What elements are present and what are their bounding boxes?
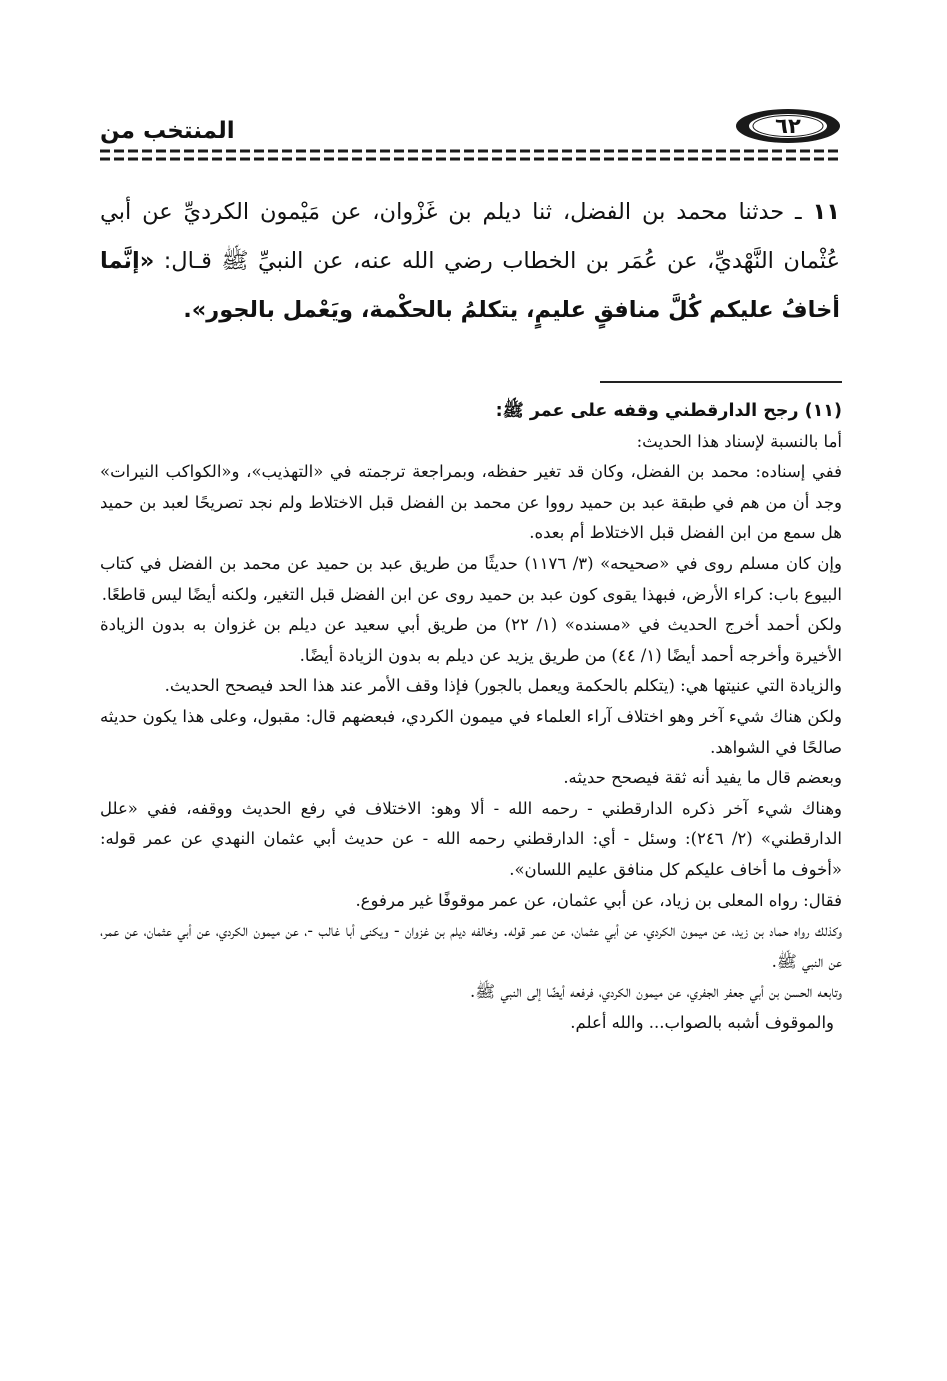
page-number: ٦٢ [775, 114, 801, 138]
footnote-title: (١١) رجح الدارقطني وقفه على عمر ﷺ: [495, 401, 842, 421]
footnote-divider [600, 381, 842, 383]
footnote [100, 396, 842, 1038]
footnote-paragraph: أما بالنسبة لإسناد هذا الحديث: [636, 431, 842, 451]
footnote-paragraph: ولكن أحمد أخرج الحديث في «مسنده» (١/ ٢٢) من طريق أبي سعيد عن ديلم بن غزوان به بدون الزيادة الأخيرة وأخرجه أحمد أيضًا (١/ ٤٤) من طريق يزيد عن ديلم به بدون الزيادة أيضًا. [100, 615, 842, 665]
hadith-number: ١١ [812, 199, 840, 225]
hadith-text [100, 188, 840, 335]
footnote-paragraph: وإن كان مسلم روى في «صحيحه» (٣/ ١١٧٦) حديثًا من طريق عبد بن حميد عن محمد بن الفضل في كتاب البيوع باب: كراء الأرض، فبهذا يقوى كون عبد بن حميد روى عن ابن الفضل قبل التغير، ولكنه أيضًا ليس قاطعًا. [100, 553, 842, 604]
page-number-badge [734, 106, 842, 146]
footnote-paragraph: ولكن هناك شيء آخر وهو اختلاف آراء العلماء في ميمون الكردي، فبعضهم قال: مقبول، وعلى هذا يكون حديثه صالحًا في الشواهد. [100, 706, 842, 757]
footnote-paragraph: والزيادة التي عنيتها هي: (يتكلم بالحكمة ويعمل بالجور) فإذا وقف الأمر عند هذا الحد فيصحح الحديث. [164, 676, 842, 696]
footnote-paragraph: وهناك شيء آخر ذكره الدارقطني - رحمه الله - ألا وهو: الاختلاف في رفع الحديث ووقفه، ففي «علل الدارقطني» (٢/ ٢٤٦): وسئل - أي: الدارقطني رحمه الله - عن حديث أبي عثمان النهدي عن عمر قوله: «أخوف ما أخاف عليكم كل منافق عليم اللسان». [100, 798, 842, 879]
hadith-quote: «إنَّما أخافُ عليكم كُلَّ منافقٍ عليمٍ، يتكلمُ بالحكْمة، ويَعْمل بالجور». [100, 248, 840, 323]
header-divider [100, 148, 842, 162]
book-title: المنتخب من [100, 118, 235, 144]
footnote-paragraph: ففي إسناده: محمد بن الفضل، وكان قد تغير حفظه، وبمراجعة ترجمته في «التهذيب»، و«الكواكب النيرات» وجد أن من هم في طبقة عبد بن حميد رووا عن محمد بن الفضل قبل الاختلاط ولم نجد تصريحًا لعبد بن حميد هل سمع من ابن الفضل قبل الاختلاط أم بعده. [100, 462, 842, 543]
footnote-paragraph: وتابعه الحسن بن أبي جعفر الجفري، عن ميمون الكردي، فرفعه أيضًا إلى النبي ﷺ. [470, 982, 842, 1002]
hadith-body: ـ حدثنا محمد بن الفضل، ثنا ديلم بن غَزْوان، عن مَيْمون الكرديِّ عن أبي عُثْمان النَّهْديِّ، عن عُمَر بن الخطاب رضي الله عنه، عن النبيِّ ﷺ قـال: [100, 199, 841, 274]
footnote-paragraph: والموقوف أشبه بالصواب... والله أعلم. [570, 1012, 834, 1032]
footnote-paragraph: وبعضم قال ما يفيد أنه ثقة فيصحح حديثه. [563, 768, 842, 788]
footnote-paragraph: فقال: رواه المعلى بن زياد، عن أبي عثمان، عن عمر موقوفًا غير مرفوع. [355, 890, 842, 910]
footnote-paragraph: وكذلك رواه حماد بن زيد، عن ميمون الكردي، عن أبي عثمان، عن عمر قوله. وخالفه ديلم بن غزوان - ويكنى أبا غالب -، عن ميمون الكردي، عن أبي عثمان، عن عمر، عن النبي ﷺ. [100, 921, 842, 971]
